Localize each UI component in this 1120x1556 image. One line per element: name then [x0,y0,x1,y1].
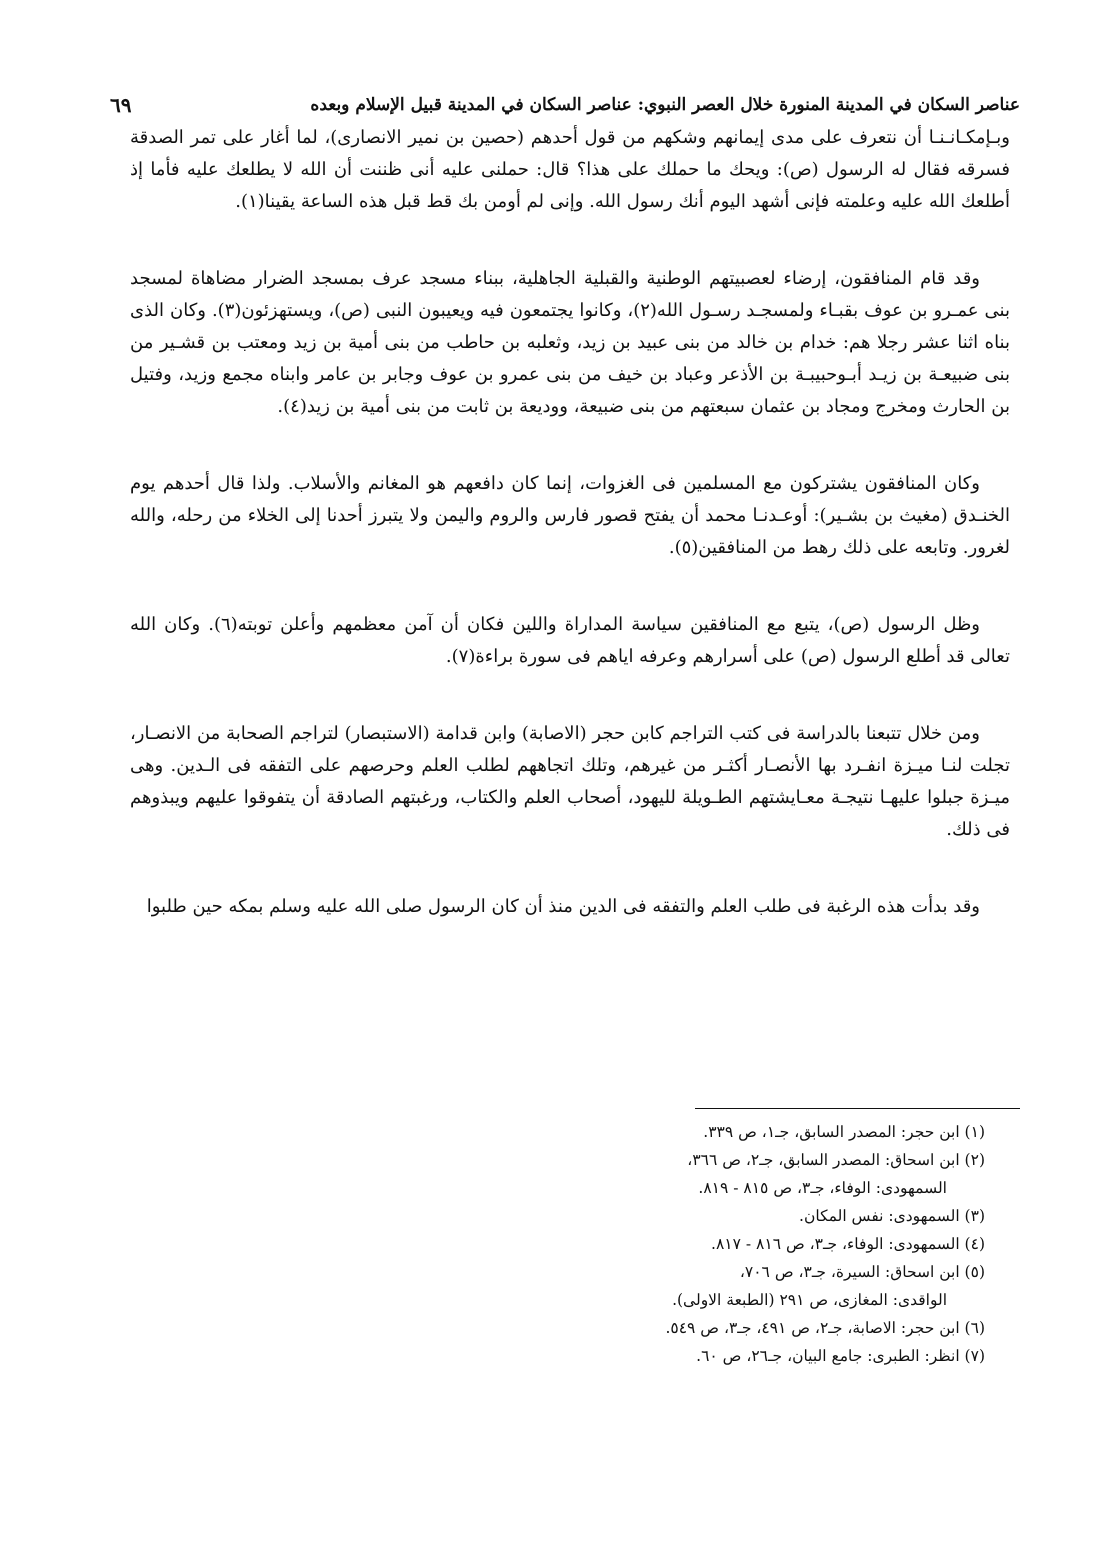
footnote-1: (١) ابن حجر: المصدر السابق، جـ١، ص ٣٣٩. [703,1123,985,1141]
footnote-3: (٣) السمهودى: نفس المكان. [799,1207,985,1225]
paragraph-5: ومن خلال تتبعنا بالدراسة فى كتب التراجم كابن حجر (الاصابة) وابن قدامة (الاستبصار) لتراجم الصحابة من الانصـار، تجلت لنـا ميـزة انفـرد بها الأنصـار أكثـر من غيرهم، وتلك اتجاههم لطلب العلم وحرصهم على التفقه فى الـدين. وهى ميـزة جبلوا عليهـا نتيجـة معـايشتهم الطـويلة لليهود، أصحاب العلم والكتاب، ورغبتهم الصادقة أن يتفوقوا عليهم ويبذوهم فى ذلك. [130,723,1011,840]
paragraph-1: وبـإمكـانـنـا أن نتعرف على مدى إيمانهم وشكهم من قول أحدهم (حصين بن نمير الانصارى)، لما أغار على تمر الصدقة فسرقه فقال له الرسول (ص): ويحك ما حملك على هذا؟ قال: حملنى عليه أنى ظننت أن الله لا يطلعك عليه فأما إذ أطلعك الله عليه وعلمته فإنى أشهد اليوم أنك رسول الله. وإنى لم أومن بك قط قبل هذه الساعة يقينا(١). [130,127,1010,212]
footnote-7: (٧) انظر: الطبرى: جامع البيان، جـ٢٦، ص ٦٠. [696,1347,985,1365]
paragraph-3: وكان المنافقون يشتركون مع المسلمين فى الغزوات، إنما كان دافعهم هو المغانم والأسلاب. ولذا قال أحدهم يوم الخنـدق (مغيث بن بشـير): أوعـدنـا محمد أن يفتح قصور فارس والروم واليمن ولا يتبرز أحدنا إلى الخلاء من رحله، والله لغرور. وتابعه على ذلك رهط من المنافقين(٥). [130,473,1010,558]
running-header [110,90,1020,120]
footnote-4: (٤) السمهودى: الوفاء، جـ٣، ص ٨١٦ - ٨١٧. [711,1235,985,1253]
paragraph-2: وقد قام المنافقون، إرضاء لعصبيتهم الوطنية والقبلية الجاهلية، ببناء مسجد عرف بمسجد الضرار مضاهاة لمسجد بنى عمـرو بن عوف بقبـاء ولمسجـد رسـول الله(٢)، وكانوا يجتمعون فيه ويعيبون النبى (ص)، ويستهزئون(٣). وكان الذى بناه اثنا عشر رجلا هم: خدام بن خالد من بنى عبيد بن زيد، وثعلبه بن حاطب من بنى أمية بن زيد ومعتب بن قشـير من بنى ضبيعـة بن زيـد أبـوحبيبـة بن الأذعر وعباد بن خيف من بنى عمرو بن عوف وجابر بن عامر وابناه مجمع وزيد، وفتيل بن الحارث ومخرج ومجاد بن عثمان سبعتهم من بنى ضبيعة، ووديعة بن ثابت من بنى أمية بن زيد(٤). [130,268,1010,417]
header-title: عناصر السكان في المدينة المنورة خلال العصر النبوي: عناصر السكان في المدينة قبيل الإسلام وبعده [310,95,1020,115]
footnote-5-continuation: الواقدى: المغازى، ص ٢٩١ (الطبعة الاولى). [672,1291,947,1309]
body-text [130,122,1010,923]
footnotes [440,1118,985,1370]
footnote-2-continuation: السمهودى: الوفاء، جـ٣، ص ٨١٥ - ٨١٩. [698,1179,947,1197]
footnote-2: (٢) ابن اسحاق: المصدر السابق، جـ٢، ص ٣٦٦، [687,1151,985,1169]
footnote-separator [695,1108,1020,1109]
footnote-6: (٦) ابن حجر: الاصابة، جـ٢، ص ٤٩١، جـ٣، ص ٥٤٩. [665,1319,985,1337]
paragraph-6: وقد بدأت هذه الرغبة فى طلب العلم والتفقه فى الدين منذ أن كان الرسول صلى الله عليه وسلم بمكه حين طلبوا [146,896,980,917]
footnote-5: (٥) ابن اسحاق: السيرة، جـ٣، ص ٧٠٦، [739,1263,985,1281]
page-number: ٦٩ [110,93,132,117]
paragraph-4: وظل الرسول (ص)، يتبع مع المنافقين سياسة المداراة واللين فكان أن آمن معظمهم وأعلن توبته(٦). وكان الله تعالى قد أطلع الرسول (ص) على أسرارهم وعرفه اياهم فى سورة براءة(٧). [130,614,1010,667]
